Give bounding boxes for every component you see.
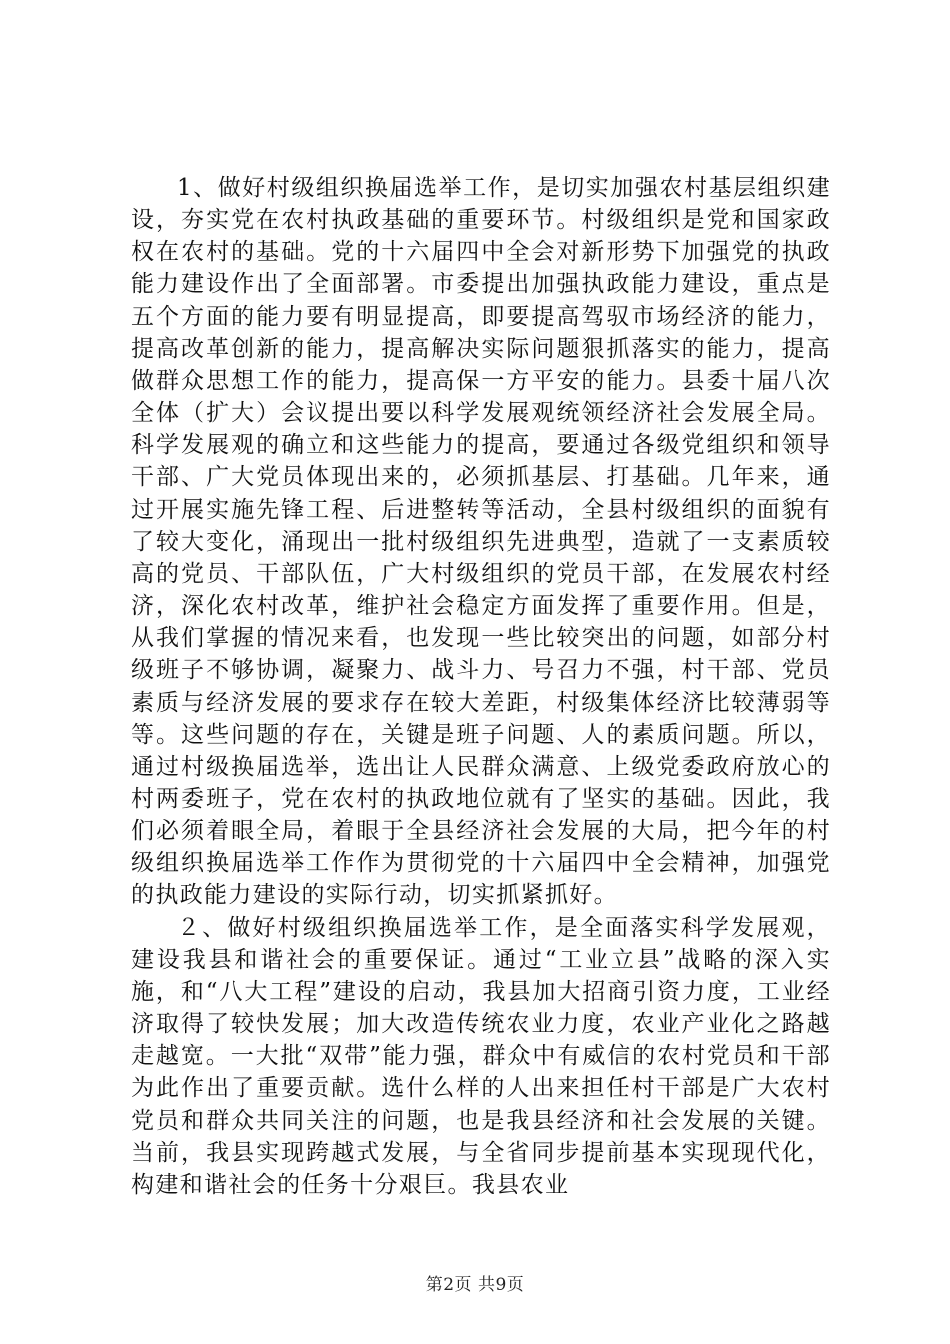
document-body [131, 172, 831, 1201]
paragraph-1: 1、做好村级组织换届选举工作，是切实加强农村基层组织建设，夯实党在农村执政基础的重要环节。村级组织是党和国家政权在农村的基础。党的十六届四中全会对新形势下加强党的执政能力建设作出了全面部署。市委提出加强执政能力建设，重点是五个方面的能力要有明显提高，即要提高驾驭市场经济的能力，提高改革创新的能力，提高解决实际问题狠抓落实的能力，提高做群众思想工作的能力，提高保一方平安的能力。县委十届八次全体（扩大）会议提出要以科学发展观统领经济社会发展全局。科学发展观的确立和这些能力的提高，要通过各级党组织和领导干部、广大党员体现出来的，必须抓基层、打基础。几年来，通过开展实施先锋工程、后进整转等活动，全县村级组织的面貌有了较大变化，涌现出一批村级组织先进典型，造就了一支素质较高的党员、干部队伍，广大村级组织的党员干部，在发展农村经济，深化农村改革，维护社会稳定方面发挥了重要作用。但是，从我们掌握的情况来看，也发现一些比较突出的问题，如部分村级班子不够协调，凝聚力、战斗力、号召力不强，村干部、党员素质与经济发展的要求存在较大差距，村级集体经济比较薄弱等等。这些问题的存在，关键是班子问题、人的素质问题。所以，通过村级换届选举，选出让人民群众满意、上级党委政府放心的村两委班子，党在农村的执政地位就有了坚实的基础。因此，我们必须着眼全局，着眼于全县经济社会发展的大局，把今年的村级组织换届选举工作作为贯彻党的十六届四中全会精神，加强党的执政能力建设的实际行动，切实抓紧抓好。 [131, 175, 831, 909]
paragraph-2: ２、做好村级组织换届选举工作，是全面落实科学发展观，建设我县和谐社会的重要保证。通过“工业立县”战略的深入实施，和“八大工程”建设的启动，我县加大招商引资力度，工业经济取得了较快发展；加大改造传统农业力度，农业产业化之路越走越宽。一大批“双带”能力强，群众中有威信的农村党员和干部为此作出了重要贡献。选什么样的人出来担任村干部是广大农村党员和群众共同关注的问题，也是我县经济和社会发展的关键。当前，我县实现跨越式发展，与全省同步提前基本实现现代化，构建和谐社会的任务十分艰巨。我县农业 [131, 914, 831, 1198]
page-number-footer: 第2页 共9页 [425, 1275, 525, 1295]
